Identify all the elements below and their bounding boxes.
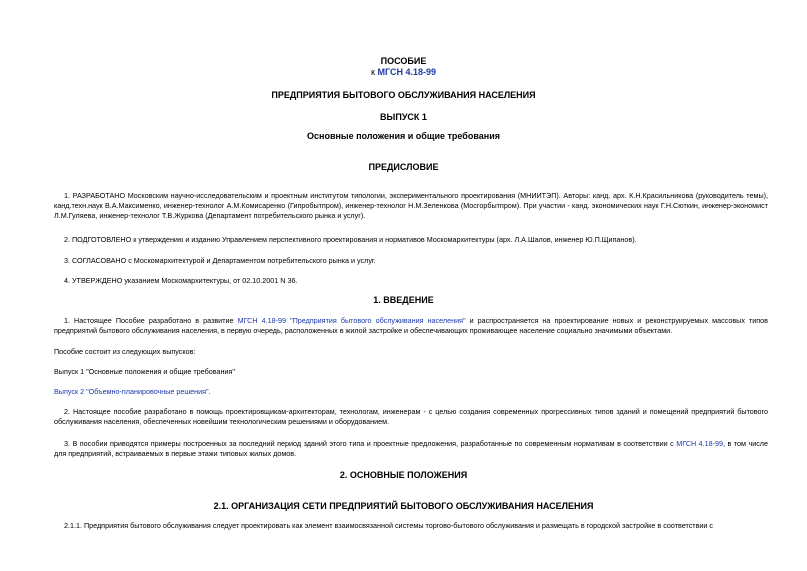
intro-paragraph-4-end: . (208, 387, 211, 396)
intro-paragraph-1 (54, 316, 768, 336)
preface-paragraph-3: 3. СОГЛАСОВАНО с Москомархитектурой и Департаментом потребительского рынка и услуг. (64, 256, 376, 265)
mgsn-link[interactable]: МГСН 4.18-99 (377, 67, 436, 77)
preface-paragraph-2: 2. ПОДГОТОВЛЕНО к утверждению и изданию Управлением перспективного проектирования и нормативов Москомархитектуры (арх. Л.А.Шалов, инженер Ю.П.Щипанов). (64, 235, 637, 244)
main-heading: 2. ОСНОВНЫЕ ПОЛОЖЕНИЯ (339, 470, 468, 480)
doc-subject: ПРЕДПРИЯТИЯ БЫТОВОГО ОБСЛУЖИВАНИЯ НАСЕЛЕНИЯ (271, 90, 536, 100)
mgsn-inline-link[interactable]: МГСН 4.18-99 (676, 439, 724, 448)
mgsn-title-link[interactable]: МГСН 4.18-99 "Предприятия бытового обслуживания населения" (237, 316, 466, 325)
preface-heading: ПРЕДИСЛОВИЕ (368, 162, 439, 172)
intro-paragraph-4 (54, 387, 768, 397)
issue-label: ВЫПУСК 1 (380, 112, 427, 122)
doc-reference (0, 67, 807, 77)
intro-paragraph-6-start: 3. В пособии приводятся примеры построенных за последний период зданий этого типа и проектные предложения, разработанные по современным нормативам в соответствии с (64, 439, 677, 448)
intro-paragraph-6 (54, 439, 768, 459)
intro-paragraph-1-start: 1. Настоящее Пособие разработано в развитие (64, 316, 238, 325)
intro-paragraph-1-end: и распространяется на проектирование новых и реконструируемых массовых типов предприятий бытового обслуживания населения, в первую очередь, расположенных в жилой застройке и обеспечивающих проживающее население социально значимыми объектами. (54, 316, 768, 335)
main-paragraph-1: 2.1.1. Предприятия бытового обслуживания следует проектировать как элемент взаимосвязанной системы торгово-бытового обслуживания и размещать в городской застройке в соответствии с (64, 521, 714, 530)
intro-paragraph-2: Пособие состоит из следующих выпусков: (54, 347, 196, 356)
intro-heading: 1. ВВЕДЕНИЕ (373, 295, 434, 305)
intro-paragraph-6-end: , в том числе для предприятий, встраиваемых в первые этажи типовых жилых домов. (54, 439, 768, 458)
intro-paragraph-3: Выпуск 1 "Основные положения и общие требования" (54, 367, 235, 376)
intro-paragraph-5: 2. Настоящее пособие разработано в помощь проектировщикам-архитекторам, технологам, инженерам - с целью создания современных прогрессивных типов зданий и помещений предприятий бытового обслуживания населения, обеспеченных новейшим технологическим решениями и оборудованием. (54, 407, 768, 426)
doc-title: ПОСОБИЕ (380, 56, 427, 66)
preface-paragraph-1: 1. РАЗРАБОТАНО Московским научно-исследовательским и проектным институтом типологии, экспериментального проектирования (МНИИТЭП). Авторы: канд. арх. К.Н.Красильникова (руководитель темы), канд.техн.наук В.А.Максименко, инженер-технолог А.М.Комисаренко (Гипробытпром), инженер-технолог Н.М.Зеленкова (Мосгорбытпром). При участии - канд. экономических наук Г.Н.Сюткин, инженер-экономист Л.М.Гуляева, инженер-технолог Т.В.Журкова (Департамент потребительского рынка и услуг). (54, 191, 768, 220)
preface-paragraph-4: 4. УТВЕРЖДЕНО указанием Москомархитектуры, от 02.10.2001 N 36. (64, 276, 298, 285)
issue-title: Основные положения и общие требования (307, 131, 500, 141)
issue-2-link[interactable]: Выпуск 2 "Объемно-планировочные решения" (54, 387, 209, 396)
sub-heading: 2.1. ОРГАНИЗАЦИЯ СЕТИ ПРЕДПРИЯТИЙ БЫТОВОГО ОБСЛУЖИВАНИЯ НАСЕЛЕНИЯ (213, 501, 594, 511)
doc-reference-prefix: к (371, 67, 378, 77)
